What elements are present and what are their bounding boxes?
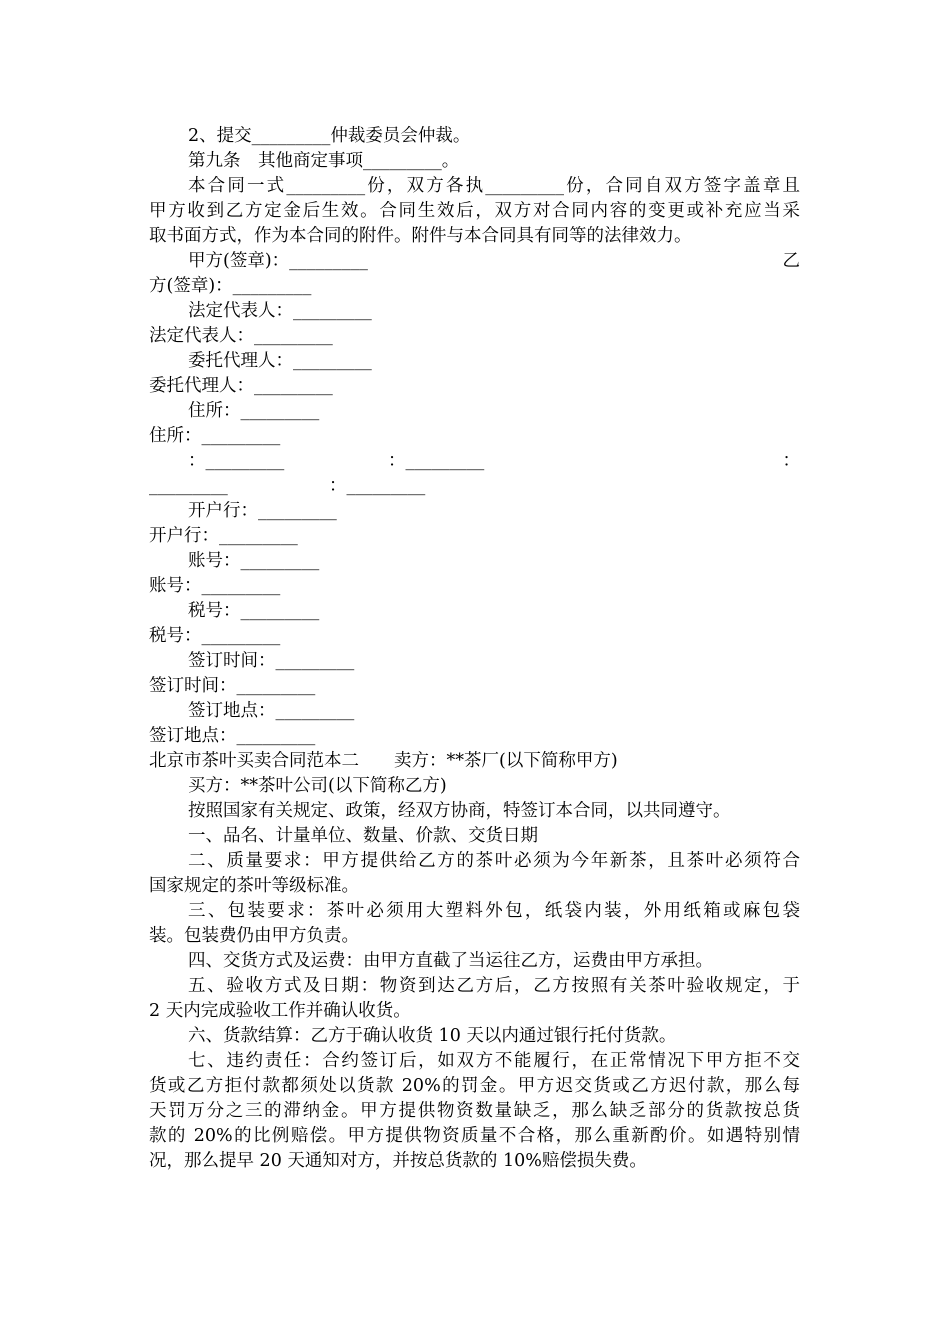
- party-b-signature-label-start: 乙: [782, 251, 800, 271]
- party-a-address: 住所：_________: [188, 401, 320, 421]
- buyer-line: 买方：**茶叶公司(以下简称乙方): [188, 776, 447, 796]
- clause-one: 一、品名、计量单位、数量、价款、交货日期: [188, 826, 538, 846]
- paragraph-line: 甲方收到乙方定金后生效。合同生效后，双方对合同内容的变更或补充应当采: [149, 201, 800, 221]
- party-b-bank: 开户行：_________: [149, 526, 298, 546]
- preamble: 按照国家有关规定、政策，经双方协商，特签订本合同，以共同遵守。: [188, 801, 731, 821]
- party-b-agent: 委托代理人：_________: [149, 376, 333, 396]
- party-a-account: 账号：_________: [188, 551, 320, 571]
- clause-four: 四、交货方式及运费：由甲方直截了当运往乙方，运费由甲方承担。: [188, 951, 713, 971]
- party-b-account: 账号：_________: [149, 576, 281, 596]
- clause-three: 三、包装要求：茶叶必须用大塑料外包，纸袋内装，外用纸箱或麻包袋: [188, 901, 800, 921]
- paragraph-line: 况，那么提早 20 天通知对方，并按总货款的 10%赔偿损失费。: [149, 1151, 647, 1171]
- paragraph-line: 2 天内完成验收工作并确认收货。: [149, 1001, 411, 1021]
- party-a-sign-place: 签订地点：_________: [188, 701, 355, 721]
- party-a-legal-rep: 法定代表人：_________: [188, 301, 372, 321]
- paragraph-line: 取书面方式，作为本合同的附件。附件与本合同具有同等的法律效力。: [149, 226, 692, 246]
- clause-six: 六、货款结算：乙方于确认收货 10 天以内通过银行托付货款。: [188, 1026, 677, 1046]
- party-a-agent: 委托代理人：_________: [188, 351, 372, 371]
- party-b-legal-rep: 法定代表人：_________: [149, 326, 333, 346]
- paragraph-line: 本合同一式_________份，双方各执_________份，合同自双方签字盖章且: [188, 176, 800, 196]
- party-a-sign-date: 签订时间：_________: [188, 651, 355, 671]
- party-b-signature-label-end: 方(签章)：_________: [149, 276, 312, 296]
- paragraph-line: 款的 20%的比例赔偿。甲方提供物资质量不合格，那么重新酌价。如遇特别情: [149, 1126, 800, 1146]
- article-nine-heading: 第九条 其他商定事项_________。: [188, 151, 460, 171]
- blank-field: ：: [782, 451, 800, 471]
- contract-two-title: 北京市茶叶买卖合同范本二 卖方：**茶厂(以下简称甲方): [149, 751, 618, 771]
- party-b-sign-place: 签订地点：_________: [149, 726, 316, 746]
- paragraph-line: 货或乙方拒付款都须处以货款 20%的罚金。甲方迟交货或乙方迟付款，那么每: [149, 1076, 800, 1096]
- party-a-bank: 开户行：_________: [188, 501, 337, 521]
- blank-field: ：_________: [388, 451, 485, 471]
- party-b-address: 住所：_________: [149, 426, 281, 446]
- party-b-sign-date: 签订时间：_________: [149, 676, 316, 696]
- party-b-tax-id: 税号：_________: [149, 626, 281, 646]
- blank-field: ：_________: [329, 476, 426, 496]
- signature-line: [188, 249, 800, 274]
- blank-fields-line: [188, 449, 800, 474]
- blank-fields-line: [149, 474, 800, 499]
- arbitration-clause: 2、提交_________仲裁委员会仲裁。: [188, 126, 471, 146]
- paragraph-line: 装。包装费仍由甲方负责。: [149, 926, 359, 946]
- clause-seven: 七、违约责任：合约签订后，如双方不能履行，在正常情况下甲方拒不交: [188, 1051, 800, 1071]
- clause-two: 二、质量要求：甲方提供给乙方的茶叶必须为今年新茶，且茶叶必须符合: [188, 851, 800, 871]
- paragraph-line: 天罚万分之三的滞纳金。甲方提供物资数量缺乏，那么缺乏部分的货款按总货: [149, 1101, 800, 1121]
- clause-five: 五、验收方式及日期：物资到达乙方后，乙方按照有关茶叶验收规定，于: [188, 976, 800, 996]
- party-a-tax-id: 税号：_________: [188, 601, 320, 621]
- blank-field: ：_________: [188, 451, 285, 471]
- paragraph-line: 国家规定的茶叶等级标准。: [149, 876, 359, 896]
- blank-field: _________: [149, 476, 228, 496]
- party-a-signature-label: 甲方(签章)：_________: [188, 251, 368, 271]
